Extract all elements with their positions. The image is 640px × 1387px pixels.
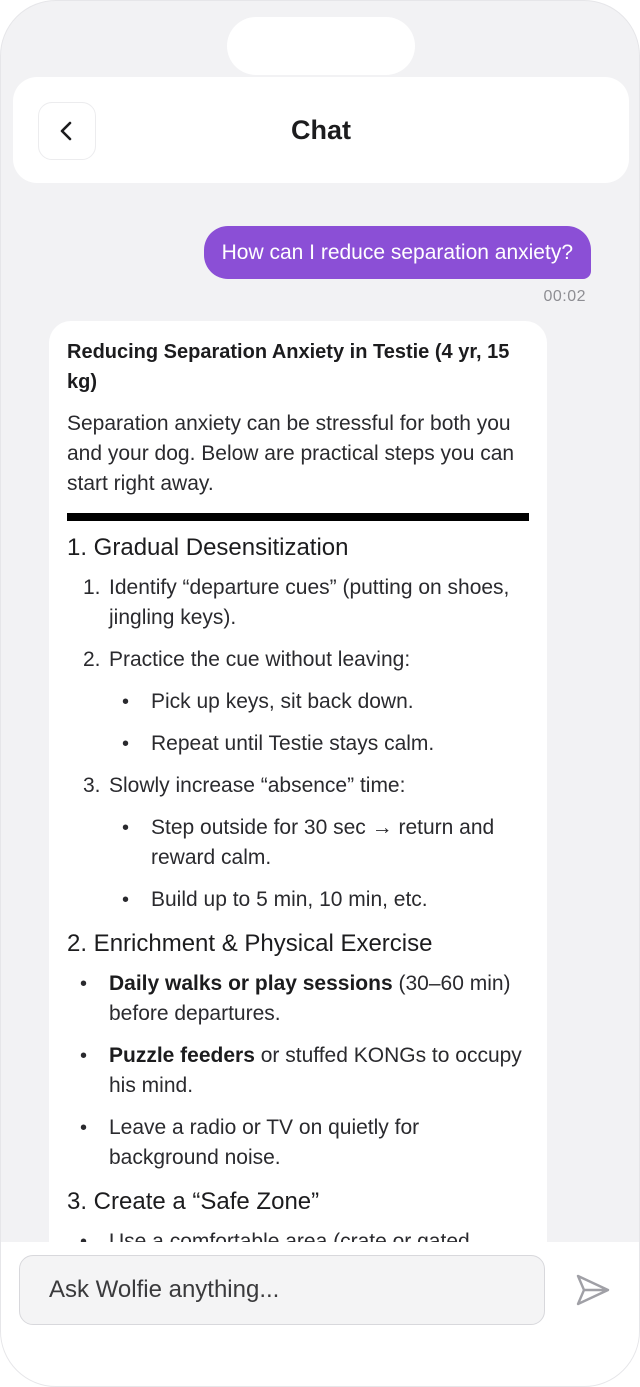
section-heading: 3. Create a “Safe Zone” [67,1188,320,1215]
numbered-list [83,573,529,915]
bold-text: Daily walks or play sessions [109,972,393,995]
list-item [83,645,529,759]
list-item-text: Practice the cue without leaving: [109,648,411,671]
user-message-bubble: How can I reduce separation anxiety? [204,226,591,279]
bullet-list [67,969,529,1173]
message-input[interactable]: Ask Wolfie anything... [19,1255,545,1325]
chat-header [13,77,629,183]
section-heading: 2. Enrichment & Physical Exercise [67,930,433,957]
sub-list [109,687,529,759]
list-item [83,573,529,633]
page-title: Chat [291,115,351,145]
message-timestamp: 00:02 [543,288,586,305]
sub-list [109,813,529,915]
list-item-text: (30–60 min) before departures. [109,972,511,1025]
composer-bar [1,1242,640,1387]
list-item: • Build up to 5 min, 10 min, etc. [109,885,529,915]
list-number: 2. [83,648,101,671]
list-item [83,771,529,915]
list-number: 3. [83,774,101,797]
send-button[interactable] [573,1271,613,1309]
list-item: • Leave a radio or TV on quietly for background noise. [67,1113,529,1173]
list-item: • Step outside for 30 sec → return and reward calm. [109,813,529,873]
send-icon [575,1273,611,1307]
list-item-text: Slowly increase “absence” time: [109,774,406,797]
response-intro: Separation anxiety can be stressful for both you and your dog. Below are practical steps you can start right away. [67,412,515,495]
list-item: • Repeat until Testie stays calm. [109,729,529,759]
list-item: • Pick up keys, sit back down. [109,687,529,717]
list-number: 1. [83,576,101,599]
list-item-text: or stuffed KONGs to occupy his mind. [109,1044,522,1097]
list-item [67,1041,529,1101]
list-item [67,969,529,1029]
divider [67,513,529,521]
section-heading: 1. Gradual Desensitization [67,534,349,561]
bold-text: Puzzle feeders [109,1044,255,1067]
bot-message-card [49,321,547,1281]
dynamic-island [227,17,415,75]
list-item-text: Identify “departure cues” (putting on shoes, jingling keys). [109,576,510,629]
response-title: Reducing Separation Anxiety in Testie (4 yr, 15 kg) [67,341,510,393]
